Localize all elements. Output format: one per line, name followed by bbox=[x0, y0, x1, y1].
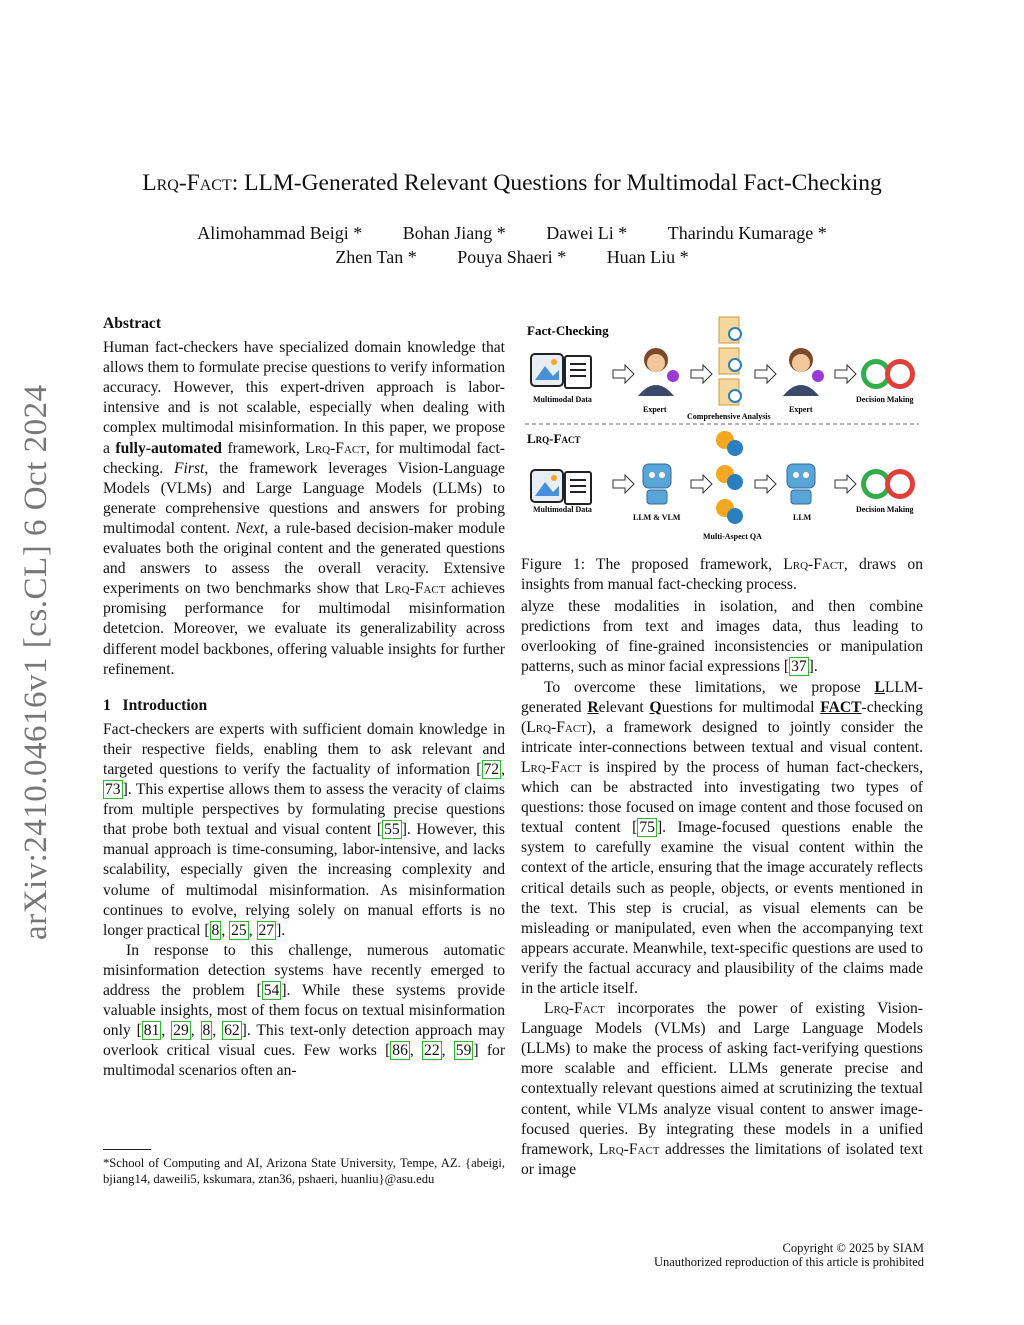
author: Huan Liu * bbox=[606, 247, 689, 267]
arrow-icon bbox=[835, 365, 856, 383]
analysis-docs-icon bbox=[719, 317, 741, 405]
citation[interactable]: 8 bbox=[202, 1022, 211, 1040]
intro-heading: 1 Introduction bbox=[103, 696, 208, 714]
left-column bbox=[103, 314, 505, 1081]
arrow-icon bbox=[691, 365, 712, 383]
author: Tharindu Kumarage * bbox=[667, 223, 827, 243]
robot-icon bbox=[787, 464, 815, 504]
citation[interactable]: 55 bbox=[384, 821, 400, 839]
citation[interactable]: 8 bbox=[211, 921, 220, 939]
fig-llm-vlm: LLM & VLM bbox=[633, 513, 681, 522]
author: Pouya Shaeri * bbox=[457, 247, 567, 267]
citation[interactable]: 73 bbox=[105, 781, 121, 799]
abstract-heading: Abstract bbox=[103, 315, 162, 332]
qa-icon bbox=[716, 431, 743, 524]
citation[interactable]: 59 bbox=[455, 1042, 472, 1060]
fig-label-lrq-fact: Lrq-Fact bbox=[527, 431, 581, 446]
citation[interactable]: 86 bbox=[392, 1042, 408, 1060]
citation[interactable]: 75 bbox=[639, 819, 655, 837]
citation[interactable]: 22 bbox=[424, 1042, 440, 1060]
citation[interactable]: 27 bbox=[258, 921, 275, 939]
expert-icon bbox=[783, 348, 824, 396]
fig-llm: LLM bbox=[793, 513, 812, 522]
figure-1 bbox=[521, 314, 923, 546]
figure-caption: Figure 1: The proposed framework, Lrq-Fact, draws on insights from manual fact-checking process. bbox=[521, 556, 923, 594]
authors-line-2 bbox=[0, 247, 1024, 268]
citation[interactable]: 37 bbox=[791, 658, 807, 676]
multimodal-data-icon bbox=[531, 470, 591, 504]
right-paragraph-1: To overcome these limitations, we propose LLLM-generated Relevant Questions for multimodal FACT-checking (Lrq-Fact), a framework designed to jointly consider the intricate inter-connections between textual and visual content. Lrq-Fact is inspired by the process of human fact-checkers, which can be abstracted into investigating two types of questions: those focused on image content and those focused on textual content [ 75 ]. Image-focused questions enable the system to carefully examine the visual content within the context of the article, ensuring that the image accurately reflects critical details such as people, objects, or events mentioned in the text. This step is crucial, as visual elements can be misleading or manipulated, even when the accompanying text appears accurate. Meanwhile, text-specific questions are used to verify the factual accuracy and plausibility of the claims made in the article itself. bbox=[521, 678, 924, 997]
arrow-icon bbox=[755, 365, 776, 383]
citation[interactable]: 62 bbox=[224, 1022, 240, 1040]
footnote: *School of Computing and AI, Arizona State University, Tempe, AZ. {abeigi, bjiang14, daweili5, kskumara, ztan36, pshaeri, huanliu}@asu.edu bbox=[103, 1156, 505, 1187]
fig-decision-making-2: Decision Making bbox=[856, 505, 914, 514]
fig-comprehensive-analysis: Comprehensive Analysis bbox=[687, 412, 771, 421]
fig-multi-aspect-qa: Multi-Aspect QA bbox=[703, 532, 762, 541]
decision-seals-icon bbox=[861, 469, 915, 499]
citation[interactable]: 54 bbox=[263, 982, 280, 999]
fig-decision-making-1: Decision Making bbox=[856, 395, 914, 404]
arrow-icon bbox=[835, 475, 856, 493]
right-column bbox=[521, 555, 923, 1180]
author: Bohan Jiang * bbox=[402, 223, 506, 243]
abstract-body: Human fact-checkers have specialized domain knowledge that allows them to formulate precise questions to verify information accuracy. However, this expert-driven approach is labor-intensive and is not scalable, especially when dealing with complex multimodal misinformation. In this paper, we propose a fully-automated framework, Lrq-Fact, for multimodal fact-checking. First, the framework leverages Vision-Language Models (VLMs) and Large Language Models (LLMs) to generate comprehensive questions and answers for probing multimodal content. Next, a rule-based decision-maker module evaluates both the original content and the generated questions and answers to assess the overall veracity. Extensive experiments on two benchmarks show that Lrq-Fact achieves promising performance for multimodal misinformation detetcion. Moreover, we evaluate its generalizability across different model backbones, offering valuable insights for further refinement. bbox=[103, 339, 505, 678]
decision-seals-icon bbox=[861, 359, 915, 389]
citation[interactable]: 72 bbox=[483, 760, 500, 778]
arrow-icon bbox=[691, 475, 712, 493]
authors-line-1 bbox=[0, 223, 1024, 244]
citation[interactable]: 81 bbox=[143, 1022, 160, 1040]
arrow-icon bbox=[613, 365, 634, 383]
citation[interactable]: 29 bbox=[173, 1022, 189, 1040]
fig-expert-1: Expert bbox=[643, 405, 667, 414]
fig-multimodal-data: Multimodal Data bbox=[533, 395, 592, 404]
arrow-icon bbox=[755, 475, 776, 493]
right-paragraph-2: Lrq-Fact incorporates the power of existing Vision-Language Models (VLMs) and Large Language Models (LLMs) to make the process of asking fact-verifying questions more scalable and efficient. LLMs generate precise and contextually relevant questions aimed at scrutinizing the textual content, while VLMs analyze visual content to answer image-focused queries. By integrating these models in a unified framework, Lrq-Fact addresses the limitations of isolated text or image bbox=[521, 1000, 924, 1178]
citation[interactable]: 25 bbox=[231, 921, 247, 939]
copyright-line-2: Unauthorized reproduction of this article is prohibited bbox=[653, 1255, 924, 1269]
fig-expert-2: Expert bbox=[789, 405, 813, 414]
intro-paragraph-2: In response to this challenge, numerous automatic misinformation detection systems have recently emerged to address the problem [ 54 ]. While these systems provide valuable insights, most of them focus on textual misinformation only [ 81 , 29 , 8 , 62 ]. This text-only detection approach may overlook critical visual cues. Few works [ 86 , 22 , 59 ] for multimodal scenarios often an- bbox=[103, 941, 506, 1080]
intro-paragraph-1: Fact-checkers are experts with sufficient domain knowledge in their respective fields, enabling them to ask relevant and targeted questions to verify the factuality of information [ 72 , 73 ]. This expertise allows them to assess the veracity of claims from multiple perspectives by formulating precise questions that probe both textual and visual content [ 55 ]. However, this manual approach is time-consuming, labor-intensive, and lacks scalability, especially given the increasing complexity and volume of multimodal misinformation. As misinformation continues to evolve, relying solely on manual efforts is no longer practical [ 8 , 25 , 27 ]. bbox=[103, 720, 505, 939]
paper-title: Lrq-Fact: LLM-Generated Relevant Questions for Multimodal Fact-Checking bbox=[142, 170, 882, 196]
arrow-icon bbox=[613, 475, 634, 493]
footnote-rule bbox=[103, 1149, 151, 1150]
fig-label-fact-checking: Fact-Checking bbox=[527, 323, 609, 338]
fig-multimodal-data-2: Multimodal Data bbox=[533, 505, 592, 514]
author: Dawei Li * bbox=[546, 223, 628, 243]
robot-icon bbox=[643, 464, 671, 504]
arxiv-stamp: arXiv:2410.04616v1 [cs.CL] 6 Oct 2024 bbox=[18, 384, 54, 940]
copyright-line-1: Copyright © 2025 by SIAM bbox=[782, 1241, 924, 1255]
right-paragraph-0: alyze these modalities in isolation, and then combine predictions from text and images data, thus leading to overlooking of fine-grained inconsistencies or manipulation patterns, such as minor facial expressions [ 37 ]. bbox=[521, 598, 923, 676]
multimodal-data-icon bbox=[531, 354, 591, 388]
author: Zhen Tan * bbox=[335, 247, 417, 267]
author: Alimohammad Beigi * bbox=[197, 223, 363, 243]
expert-icon bbox=[638, 348, 679, 396]
